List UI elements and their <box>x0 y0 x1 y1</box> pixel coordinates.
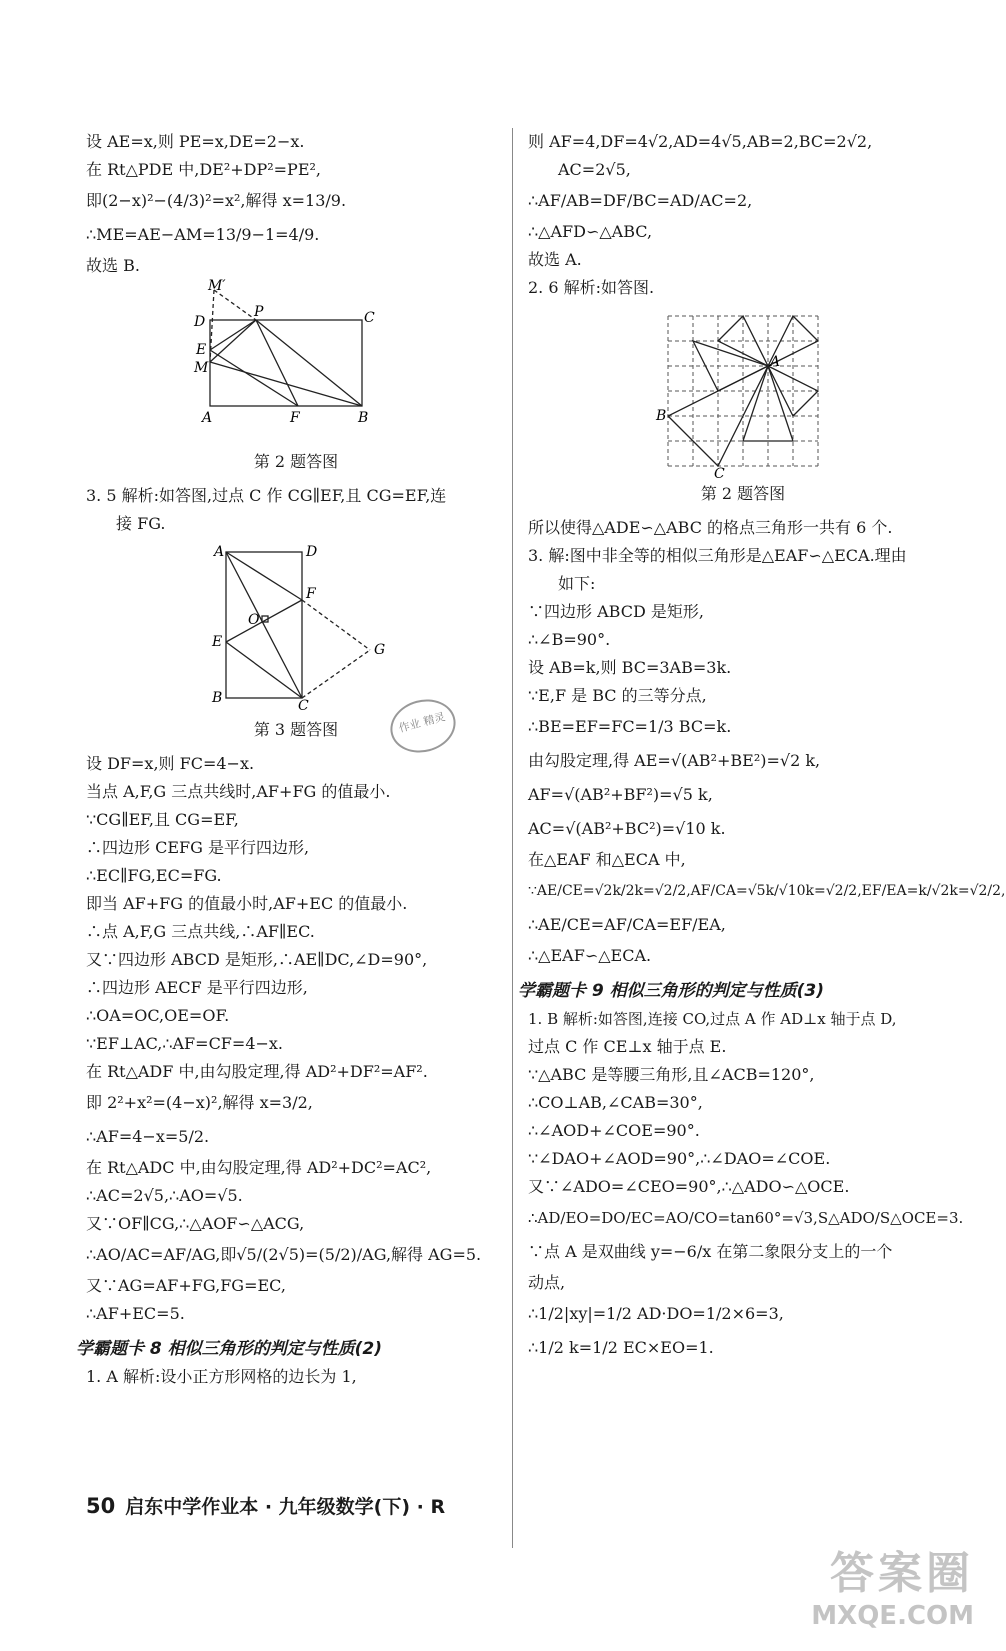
text-line: 又∵四边形 ABCD 是矩形,∴AE∥DC,∠D=90°, <box>86 950 428 969</box>
text-line: ∵AE/CE=√2k/2k=√2/2,AF/CA=√5k/√10k=√2/2,EF/EA=k/√2k=√2/2, <box>528 883 1006 899</box>
text-line: ∴∠AOD+∠COE=90°. <box>528 1121 700 1140</box>
figure-caption: 第 2 题答图 <box>253 452 339 471</box>
text-line: ∴AF+EC=5. <box>86 1304 185 1323</box>
text-line: 2. 6 解析:如答图. <box>528 278 655 297</box>
right-column <box>518 128 1006 1365</box>
text-line: ∴AF=4−x=5/2. <box>86 1127 210 1146</box>
label-a: A <box>202 410 213 426</box>
text-line: 即当 AF+FG 的值最小时,AF+EC 的值最小. <box>86 894 408 913</box>
section-heading: 学霸题卡 9 相似三角形的判定与性质(3) <box>518 981 825 1001</box>
text-line: 设 DF=x,则 FC=4−x. <box>86 754 255 773</box>
text-line: 即(2−x)²−(4/3)²=x²,解得 x=13/9. <box>86 191 347 210</box>
text-line: 又∵OF∥CG,∴△AOF∽△ACG, <box>86 1214 305 1233</box>
watermark-logo: 答案圈 <box>830 1548 974 1599</box>
text-line: 在 Rt△ADC 中,由勾股定理,得 AD²+DC²=AC², <box>86 1158 432 1177</box>
text-line: ∵E,F 是 BC 的三等分点, <box>528 686 707 705</box>
text-line: 接 FG. <box>116 514 166 533</box>
text-line: 在 Rt△PDE 中,DE²+DP²=PE², <box>86 160 322 179</box>
column-divider <box>512 128 513 1548</box>
text-line: 1. A 解析:设小正方形网格的边长为 1, <box>86 1367 357 1386</box>
label-e: E <box>212 634 223 650</box>
text-line: ∵△ABC 是等腰三角形,且∠ACB=120°, <box>528 1065 815 1084</box>
figure-q3-rectangle <box>196 542 396 712</box>
section-heading: 学霸题卡 8 相似三角形的判定与性质(2) <box>76 1339 383 1359</box>
text-line: 则 AF=4,DF=4√2,AD=4√5,AB=2,BC=2√2, <box>528 132 873 151</box>
label-c: C <box>364 310 375 326</box>
text-line: 动点, <box>528 1273 566 1292</box>
label-c: C <box>298 698 309 714</box>
text-line: 故选 A. <box>528 250 582 269</box>
label-d: D <box>306 544 318 560</box>
text-line: ∴CO⊥AB,∠CAB=30°, <box>528 1093 703 1112</box>
label-b: B <box>358 410 369 426</box>
stamp-text: 作业 精灵 <box>397 710 447 736</box>
label-e: E <box>196 342 207 358</box>
text-line: ∴AD/EO=DO/EC=AO/CO=tan60°=√3,S△ADO/S△OCE=3. <box>528 1209 964 1227</box>
text-line <box>86 482 506 510</box>
label-c: C <box>714 466 725 482</box>
text-line: 故选 B. <box>86 256 140 275</box>
text-line: 在△EAF 和△ECA 中, <box>528 850 686 869</box>
label-g: G <box>374 642 386 658</box>
figure-q2-rectangle <box>186 278 406 444</box>
text-line: ∴EC∥FG,EC=FG. <box>86 866 222 885</box>
label-b: B <box>212 690 223 706</box>
text-line: 即 2²+x²=(4−x)²,解得 x=3/2, <box>86 1093 313 1112</box>
label-p: P <box>254 304 264 320</box>
text-line: 由勾股定理,得 AE=√(AB²+BE²)=√2 k, <box>528 751 821 770</box>
text-line: ∴ME=AE−AM=13/9−1=4/9. <box>86 225 320 244</box>
text-line: ∴BE=EF=FC=1/3 BC=k. <box>528 717 732 736</box>
label-d: D <box>194 314 206 330</box>
text-line: 设 AB=k,则 BC=3AB=3k. <box>528 658 732 677</box>
text-line: 过点 C 作 CE⊥x 轴于点 E. <box>528 1037 727 1056</box>
text-line: ∴四边形 AECF 是平行四边形, <box>86 978 308 997</box>
label-a: A <box>770 354 781 370</box>
text-line: 1. B 解析:如答图,连接 CO,过点 A 作 AD⊥x 轴于点 D, <box>528 1010 897 1028</box>
text-line: ∵CG∥EF,且 CG=EF, <box>86 810 239 829</box>
text-line: 又∵∠ADO=∠CEO=90°,∴△ADO∽△OCE. <box>528 1177 850 1196</box>
label-o: O <box>248 612 260 628</box>
text-line: 如下: <box>558 574 596 593</box>
text-line: 所以使得△ADE∽△ABC 的格点三角形一共有 6 个. <box>528 518 893 537</box>
text-line: ∴点 A,F,G 三点共线,∴AF∥EC. <box>86 922 315 941</box>
label-m-prime: M′ <box>208 278 226 294</box>
figure-caption: 第 3 题答图 <box>253 720 339 739</box>
text-line: 设 AE=x,则 PE=x,DE=2−x. <box>86 132 305 151</box>
text-line: ∵点 A 是双曲线 y=−6/x 在第二象限分支上的一个 <box>528 1242 893 1261</box>
text-line: ∵EF⊥AC,∴AF=CF=4−x. <box>86 1034 284 1053</box>
figure-caption: 第 2 题答图 <box>700 484 786 503</box>
text-line: 3. 解:图中非全等的相似三角形是△EAF∽△ECA.理由 <box>528 546 907 565</box>
text-span: 3. 5 解析:如答图,过点 C 作 CG∥EF,且 CG=EF,连 <box>86 486 447 505</box>
text-line: ∵∠DAO+∠AOD=90°,∴∠DAO=∠COE. <box>528 1149 831 1168</box>
page-number: 50 <box>86 1494 116 1518</box>
text-line: AC=2√5, <box>558 160 631 179</box>
page-footer <box>86 1492 445 1519</box>
text-line: ∴AO/AC=AF/AG,即√5/(2√5)=(5/2)/AG,解得 AG=5. <box>86 1245 482 1264</box>
text-line: ∴OA=OC,OE=OF. <box>86 1006 230 1025</box>
text-line: ∴1/2|xy|=1/2 AD·DO=1/2×6=3, <box>528 1304 784 1323</box>
text-line: ∵四边形 ABCD 是矩形, <box>528 602 704 621</box>
watermark <box>811 1537 974 1631</box>
text-line: AC=√(AB²+BC²)=√10 k. <box>528 819 726 838</box>
text-line: ∴AF/AB=DF/BC=AD/AC=2, <box>528 191 753 210</box>
text-line: 当点 A,F,G 三点共线时,AF+FG 的值最小. <box>86 782 391 801</box>
text-line: ∴∠B=90°. <box>528 630 611 649</box>
text-line: ∴1/2 k=1/2 EC×EO=1. <box>528 1338 714 1357</box>
label-m: M <box>194 360 209 376</box>
text-line: ∴△EAF∽△ECA. <box>528 946 652 965</box>
watermark-url: MXQE.COM <box>811 1601 974 1631</box>
label-a: A <box>214 544 225 560</box>
text-line: ∴△AFD∽△ABC, <box>528 222 653 241</box>
figure-q2-grid <box>656 306 828 482</box>
label-f: F <box>290 410 300 426</box>
label-f: F <box>306 586 316 602</box>
text-line: 在 Rt△ADF 中,由勾股定理,得 AD²+DF²=AF². <box>86 1062 428 1081</box>
text-line: ∴AC=2√5,∴AO=√5. <box>86 1186 243 1205</box>
text-line: ∴四边形 CEFG 是平行四边形, <box>86 838 310 857</box>
label-b: B <box>656 408 667 424</box>
text-line: ∴AE/CE=AF/CA=EF/EA, <box>528 915 726 934</box>
text-line: 又∵AG=AF+FG,FG=EC, <box>86 1276 286 1295</box>
book-title: 启东中学作业本 · 九年级数学(下) · R <box>125 1496 446 1518</box>
left-column <box>76 128 506 1391</box>
text-line: AF=√(AB²+BF²)=√5 k, <box>528 785 713 804</box>
